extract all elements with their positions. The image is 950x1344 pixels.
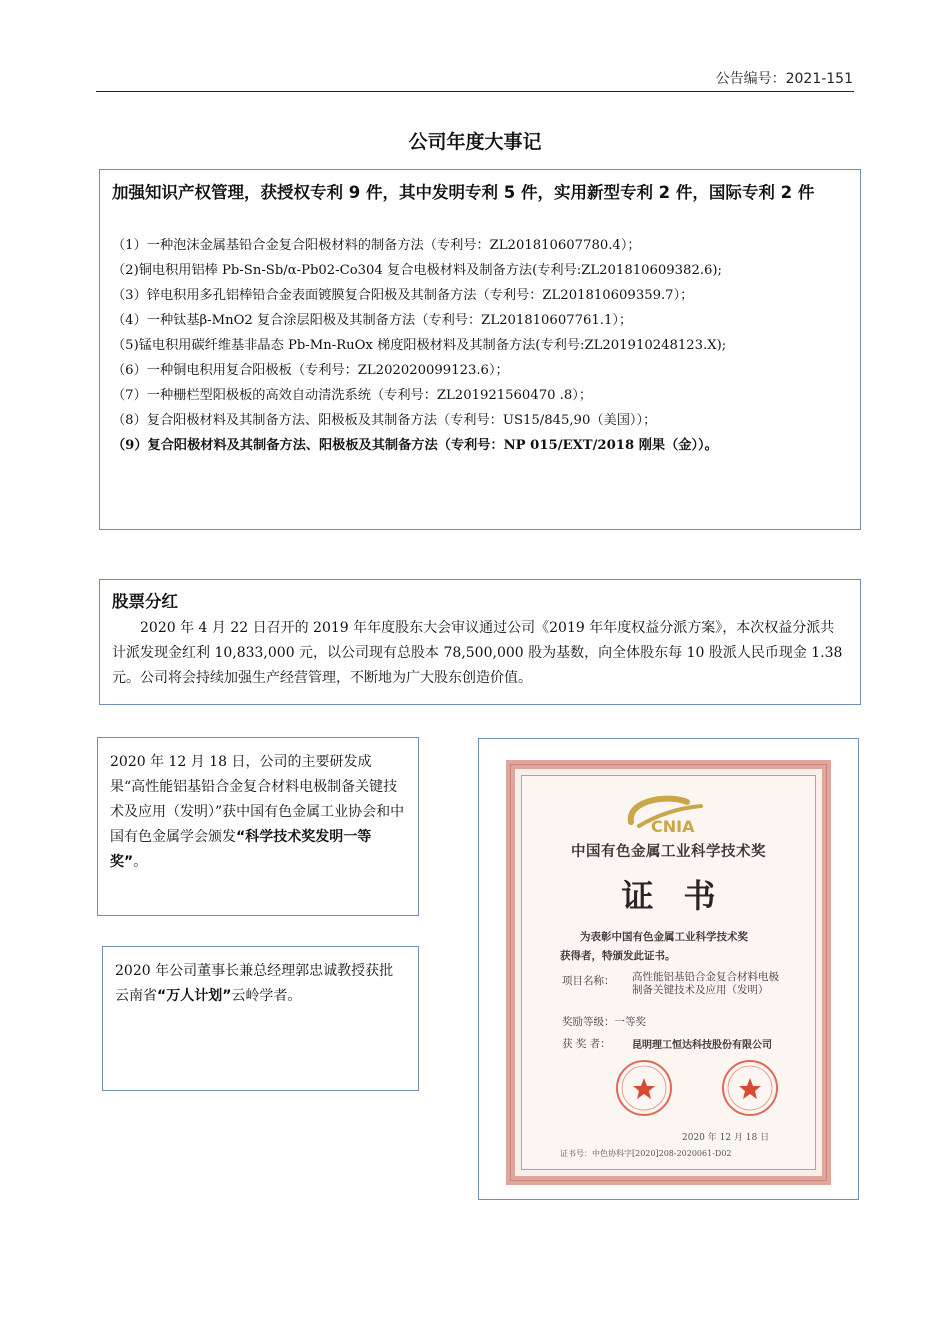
cert-winner-label: 获 奖 者： xyxy=(562,1038,611,1050)
patents-heading: 加强知识产权管理，获授权专利 9 件，其中发明专利 5 件，实用新型专利 2 件，国际专利 2 件 xyxy=(112,183,815,202)
cert-title: 证书 xyxy=(621,877,746,915)
talent-text-before: 2020 年公司董事长兼总经理郭忠诚教授获批云南省 xyxy=(115,963,394,1004)
dividend-text: 2020 年 4 月 22 日召开的 2019 年年度股东大会审议通过公司《2019 年年度权益分派方案》，本次权益分派共计派发现金红利 10,833,000 元，以公司现有总股本 78,500,000 股为基数，向全体股东每 10 股派人民币现金 1.38 元。公司将会持续加强生产经营管理，不断地为广大股东创造价值。 xyxy=(112,620,843,686)
patents-section xyxy=(99,169,861,530)
certificate-image-frame xyxy=(478,738,859,1200)
talent-text xyxy=(115,959,406,1009)
patent-list xyxy=(112,233,848,458)
award-highlight: “科学技术奖发明一等奖” xyxy=(110,829,372,870)
cert-commendation-1: 为表彰中国有色金属工业科学技术奖 xyxy=(580,931,748,943)
patent-item: （6）一种铜电积用复合阳极板（专利号：ZL202020099123.6）； xyxy=(112,363,509,378)
announcement-code: 公告编号：2021-151 xyxy=(715,71,853,87)
patent-item: （4）一种钛基β-MnO2 复合涂层阳极及其制备方法（专利号：ZL201810607761.1）； xyxy=(112,313,633,328)
cert-project-label: 项目名称： xyxy=(562,975,615,987)
seal-icon xyxy=(720,1058,780,1122)
cert-winner-value: 昆明理工恒达科技股份有限公司 xyxy=(632,1040,772,1051)
award-text-before: 2020 年 12 月 18 日，公司的主要研发成果“高性能铝基铅合金复合材料电极制备关键技术及应用（发明）”获中国有色金属工业协会和中国有色金属学会颁发 xyxy=(110,754,405,845)
dividend-heading: 股票分红 xyxy=(112,592,178,611)
patent-item: （2)铜电积用铝棒 Pb-Sn-Sb/α-Pb02-Co304 复合电极材料及制备方法(专利号:ZL201810609382.6); xyxy=(112,263,723,278)
patent-item: （1）一种泡沫金属基铅合金复合阳极材料的制备方法（专利号：ZL201810607780.4）； xyxy=(112,238,641,253)
award-text-after: 。 xyxy=(133,854,148,870)
patent-item: （9）复合阳极材料及其制备方法、阳极板及其制备方法（专利号：NP 015/EXT/2018 刚果（金））。 xyxy=(112,438,718,453)
talent-highlight: “万人计划” xyxy=(157,988,232,1004)
award-section xyxy=(97,737,419,916)
patent-item: （5)锰电积用碳纤维基非晶态 Pb-Mn-RuOx 梯度阳极材料及其制备方法(专利号:ZL201910248123.X); xyxy=(112,338,727,353)
cert-grade: 奖励等级：一等奖 xyxy=(562,1016,646,1028)
certificate xyxy=(506,760,831,1185)
certificate-inner xyxy=(521,775,816,1170)
cnia-logo-icon xyxy=(522,792,815,840)
cert-logo-text: CNIA xyxy=(650,817,694,836)
award-text xyxy=(110,750,406,875)
cert-number: 证书号：中色协科字[2020]208-2020061-D02 xyxy=(560,1149,732,1158)
patent-item: （8）复合阳极材料及其制备方法、阳极板及其制备方法（专利号：US15/845,90（美国））； xyxy=(112,413,657,428)
cert-project-line-1: 高性能铝基铅合金复合材料电极 xyxy=(632,971,779,983)
patent-item: （7）一种栅栏型阳极板的高效自动清洗系统（专利号：ZL201921560470 .8）； xyxy=(112,388,593,403)
cert-org-name: 中国有色金属工业科学技术奖 xyxy=(571,843,766,860)
talent-text-after: 云岭学者。 xyxy=(231,988,302,1004)
patent-item: （3）锌电积用多孔铝棒铅合金表面镀膜复合阳极及其制备方法（专利号：ZL201810609359.7）； xyxy=(112,288,694,303)
header-rule xyxy=(96,91,854,92)
cert-project-line-2: 制备关键技术及应用（发明） xyxy=(632,984,769,996)
seal-icon xyxy=(614,1058,674,1122)
cert-date: 2020 年 12 月 18 日 xyxy=(682,1133,770,1143)
page-title: 公司年度大事记 xyxy=(408,131,542,153)
cert-commendation-2: 获得者，特颁发此证书。 xyxy=(560,950,676,962)
talent-section xyxy=(102,946,419,1091)
dividend-section xyxy=(99,579,861,705)
